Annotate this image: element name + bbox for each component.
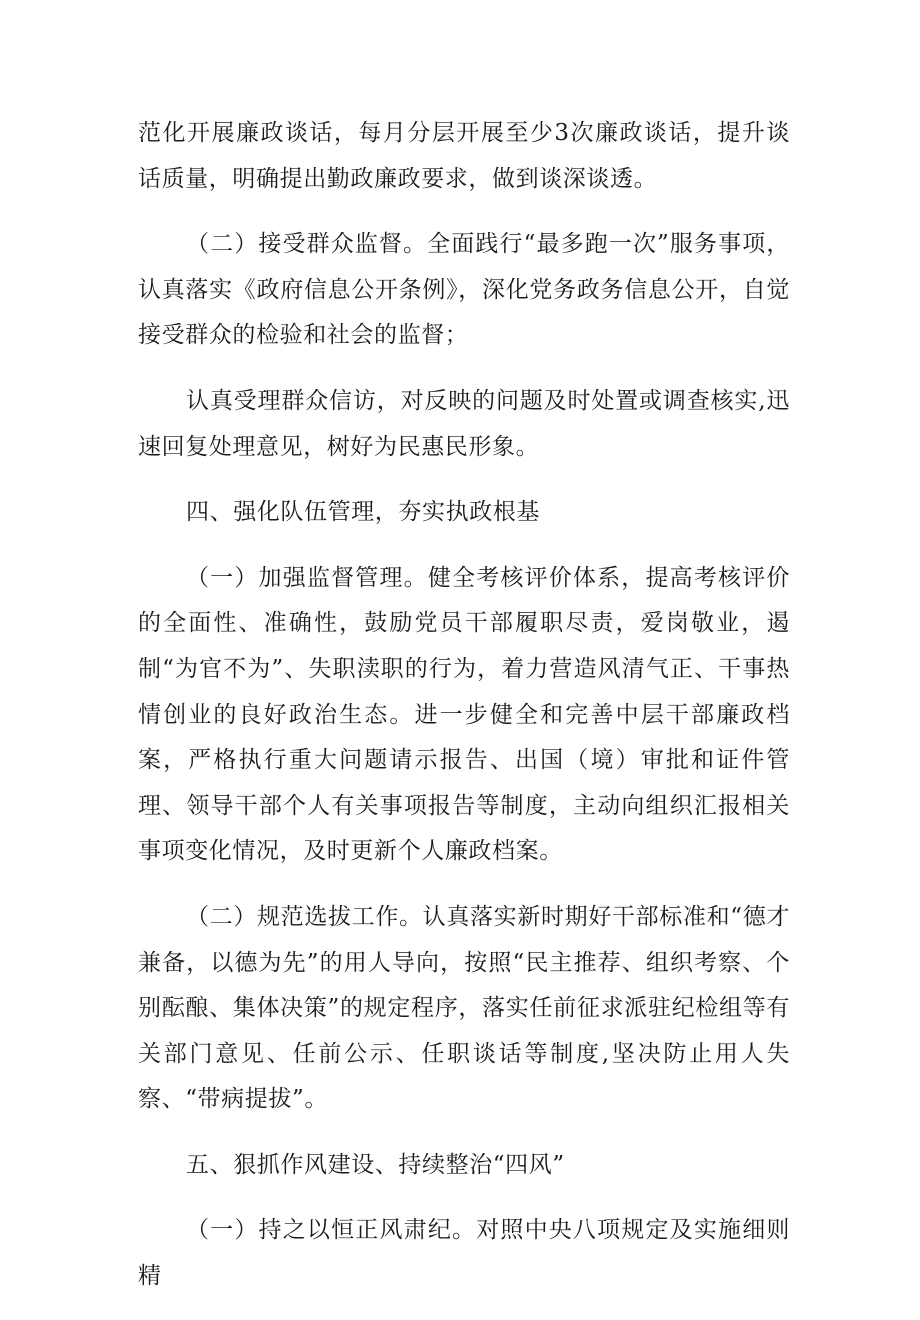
- paragraph-2: （二）接受群众监督。全面践行“最多跑一次”服务事项，认真落实《政府信息公开条例》，深化党务政务信息公开，自觉接受群众的检验和社会的监督；: [138, 231, 790, 349]
- section-heading-4: 四、强化队伍管理，夯实执政根基: [186, 499, 540, 526]
- paragraph-8: （一）持之以恒正风肃纪。对照中央八项规定及实施细则精: [138, 1217, 790, 1290]
- section-heading-5: 五、狠抓作风建设、持续整治“四风”: [186, 1151, 565, 1178]
- paragraph-3: 认真受理群众信访，对反映的问题及时处置或调查核实,迅速回复处理意见，树好为民惠民形象。: [138, 387, 790, 460]
- paragraph-6: （二）规范选拔工作。认真落实新时期好干部标准和“德才兼备，以德为先”的用人导向，按照“民主推荐、组织考察、个别酝酿、集体决策”的规定程序，落实任前征求派驻纪检组等有关部门意见、任前公示、任职谈话等制度,坚决防止用人失察、“带病提拔”。: [138, 903, 790, 1113]
- paragraph-5: （一）加强监督管理。健全考核评价体系，提高考核评价的全面性、准确性，鼓励党员干部履职尽责，爱岗敬业，遏制“为官不为”、失职渎职的行为，着力营造风清气正、干事热情创业的良好政治生态。进一步健全和完善中层干部廉政档案，严格执行重大问题请示报告、出国（境）审批和证件管理、领导干部个人有关事项报告等制度，主动向组织汇报相关事项变化情况，及时更新个人廉政档案。: [138, 564, 790, 865]
- document-body: [138, 111, 790, 1320]
- paragraph-1: 范化开展廉政谈话，每月分层开展至少3次廉政谈话，提升谈话质量，明确提出勤政廉政要求，做到谈深谈透。: [138, 120, 790, 192]
